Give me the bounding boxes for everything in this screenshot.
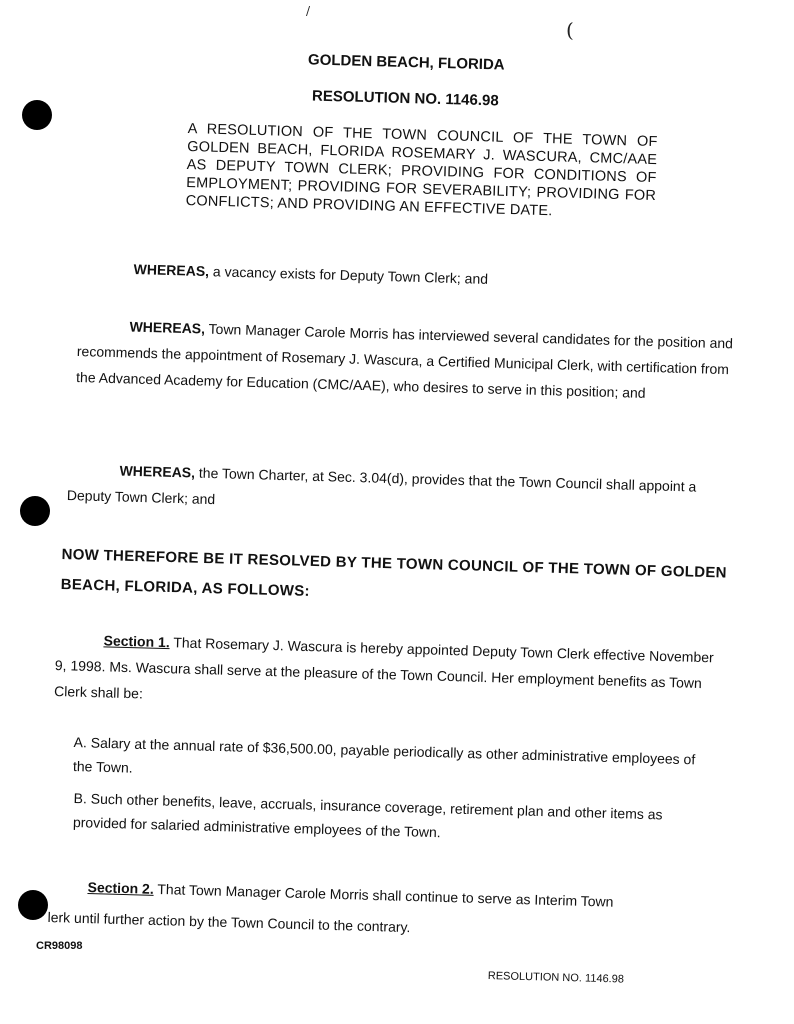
punch-hole — [20, 496, 50, 526]
benefit-item-a: A. Salary at the annual rate of $36,500.00, payable periodically as other administrative employees of the Town. — [72, 733, 696, 776]
city-heading: GOLDEN BEACH, FLORIDA — [307, 51, 505, 74]
whereas-clause-1 — [133, 256, 654, 297]
section-2-text: That Town Manager Carole Morris shall continue to serve as Interim Town — [153, 880, 614, 910]
section-2-continued: lerk until further action by the Town Council to the contrary. — [47, 908, 411, 936]
resolved-clause: NOW THEREFORE BE IT RESOLVED BY THE TOWN COUNCIL OF THE TOWN OF GOLDEN BEACH, FLORIDA, AS FOLLOWS: — [60, 545, 728, 600]
whereas-text: a vacancy exists for Deputy Town Clerk; and — [208, 263, 489, 287]
stray-mark: / — [306, 4, 311, 18]
section-1-heading: Section 1. — [103, 632, 170, 651]
resolution-number: RESOLUTION NO. 1146.98 — [311, 87, 499, 110]
resolution-title: A RESOLUTION OF THE TOWN COUNCIL OF THE TOWN OF GOLDEN BEACH, FLORIDA ROSEMARY J. WASCURA, CMC/AAE AS DEPUTY TOWN CLERK; PROVIDING FOR CONDITIONS OF EMPLOYMENT; PROVIDING FOR SEVERABILITY; PROVIDING FOR CONFLICTS; AND PROVIDING AN EFFECTIVE DATE. — [185, 120, 658, 220]
whereas-clause-2 — [76, 312, 740, 408]
section-1-text: That Rosemary J. Wascura is hereby appointed Deputy Town Clerk effective November 9, 1998. Ms. Wascura shall serve at the pleasure of the Town Council. Her employment benefits as Town Clerk shall be: — [53, 634, 714, 702]
whereas-clause-3 — [67, 456, 732, 527]
stray-mark: ( — [566, 18, 574, 42]
whereas-text: Town Manager Carole Morris has interviewed several candidates for the position and recommends the appointment of Rosemary J. Wascura, a Certified Municipal Clerk, with certification from the Advanced Academy for Education (CMC/AAE), who desires to serve in this position; and — [75, 320, 734, 401]
whereas-lead: WHEREAS, — [129, 318, 206, 337]
punch-hole — [22, 100, 52, 130]
whereas-lead: WHEREAS, — [119, 462, 196, 481]
footer-resolution-number: RESOLUTION NO. 1146.98 — [487, 970, 625, 986]
whereas-text: the Town Charter, at Sec. 3.04(d), provides that the Town Council shall appoint a Deputy Town Clerk; and — [66, 464, 697, 508]
document-code: CR98098 — [36, 940, 83, 952]
punch-hole — [18, 890, 48, 920]
section-1 — [54, 626, 718, 722]
section-2-heading: Section 2. — [87, 878, 154, 897]
whereas-lead: WHEREAS, — [133, 260, 210, 280]
benefit-item-b: B. Such other benefits, leave, accruals, insurance coverage, retirement plan and other items as provided for salaried administrative employees of the Town. — [72, 789, 663, 841]
